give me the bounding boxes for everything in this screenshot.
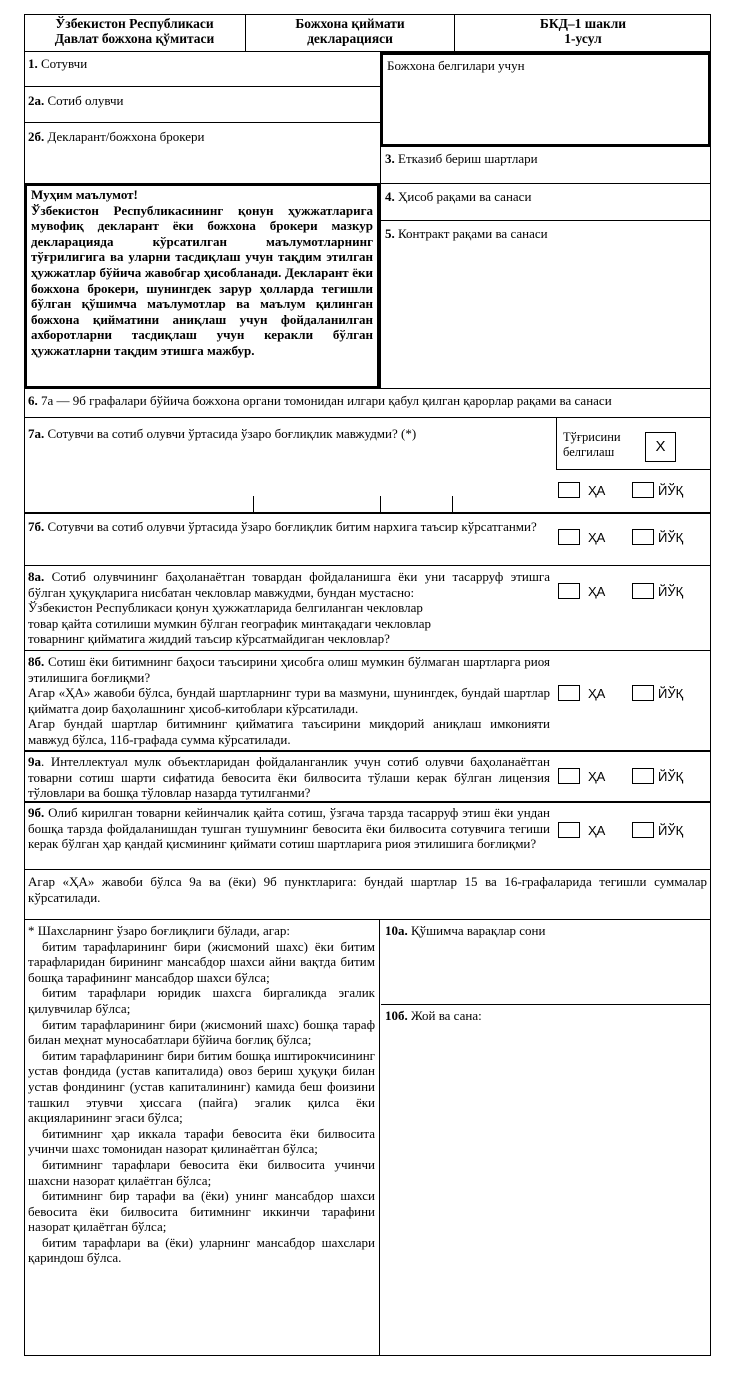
mark-hint-x-box — [645, 432, 676, 462]
question-9b-text: Олиб кирилган товарни кейинчалик қайта сотиш, ўзгача тарзда тасарруф этиш ёки ундан бошқа тарзда фойдаланишдан тушган тушумнинг бевосита ёки билвосита сотувчига тегиши керак бўлган ҳар қандай қисмининг қиймати сотиш шартларига риоя этилишига боғлиқми? — [28, 805, 551, 851]
question-8a-num: 8а. — [28, 569, 45, 584]
question-8a-line4: товарнинг қийматига жиддий таъсир кўрсатмайдиган чекловлар? — [28, 631, 390, 646]
header-form — [455, 14, 711, 52]
q9a-no-checkbox[interactable] — [632, 768, 654, 784]
customs-marks-label: Божхона белгилари учун — [387, 58, 525, 73]
q7a-yes-checkbox[interactable] — [558, 482, 580, 498]
footnote-item: битимнинг тарафлари бевосита ёки билвосита учинчи шахсни назорат қилаётган бўлса; — [28, 1156, 375, 1188]
field-3-label: Етказиб бериш шартлари — [398, 151, 538, 166]
question-8a-line3: товар қайта сотилиши мумкин бўлган географик минтақадаги чекловлар — [28, 615, 432, 631]
question-7a-text: Сотувчи ва сотиб олувчи ўртасида ўзаро боғлиқлик мавжудми? (*) — [47, 426, 417, 441]
q7a-no-label: ЙЎҚ — [658, 483, 684, 498]
header-org-line2: Давлат божхона қўмитаси — [54, 31, 215, 46]
field-2b-label: Декларант/божхона брокери — [47, 129, 205, 144]
q8b-no-label: ЙЎҚ — [658, 686, 684, 701]
header-title — [246, 14, 455, 52]
q9b-yes-checkbox[interactable] — [558, 822, 580, 838]
question-8a-text: Сотиб олувчининг баҳоланаётган товардан фойдаланишга ёки уни тасарруф этишга бўлган ҳуқуқларига нисбатан чекловлар мавжудми, бундан мустасно: — [28, 569, 550, 600]
question-9-note — [24, 870, 711, 920]
tick-2 — [380, 496, 381, 514]
q7b-yes-label: ҲА — [588, 530, 606, 545]
header-form-line1: БКД–1 шакли — [539, 16, 627, 31]
field-10a-label: Қўшимча варақлар сони — [411, 923, 546, 938]
tick-3 — [452, 496, 453, 514]
footnote-item: битим тарафлари юридик шахсга биргаликда эгалик қилувчилар бўлса; — [28, 985, 375, 1016]
header-org-line1: Ўзбекистон Республикаси — [55, 16, 214, 31]
q8a-yes-checkbox[interactable] — [558, 583, 580, 599]
q8b-no-checkbox[interactable] — [632, 685, 654, 701]
header-title-line1: Божхона қиймати — [295, 16, 405, 31]
field-10b-place-date[interactable] — [381, 1005, 711, 1356]
q7b-yes-checkbox[interactable] — [558, 529, 580, 545]
question-8b-text: Сотиш ёки битимнинг баҳоси таъсирини ҳисобга олиш мумкин бўлмаган шартларга риоя этилишига боғлиқми? — [28, 654, 550, 685]
footnote-block — [24, 920, 380, 1356]
field-10a-num: 10а. — [385, 923, 408, 938]
field-10a-extra-sheets[interactable] — [381, 920, 711, 1005]
customs-marks-box — [380, 52, 711, 147]
question-8b-num: 8б. — [28, 654, 45, 669]
field-2b-num: 2б. — [28, 129, 45, 144]
question-8b — [24, 651, 554, 751]
q8a-no-checkbox[interactable] — [632, 583, 654, 599]
field-4-invoice[interactable] — [381, 184, 711, 221]
header-form-line2: 1-усул — [564, 31, 602, 46]
q8a-no-label: ЙЎҚ — [658, 584, 684, 599]
q8a-yes-label: ҲА — [588, 584, 606, 599]
mark-hint-x: X — [655, 438, 666, 455]
question-9b — [24, 803, 554, 869]
q8b-yes-checkbox[interactable] — [558, 685, 580, 701]
q9b-no-checkbox[interactable] — [632, 822, 654, 838]
field-5-label: Контракт рақами ва санаси — [398, 226, 548, 241]
footnote-intro: * Шахсларнинг ўзаро боғлиқлиги бўлади, агар: — [28, 923, 291, 938]
q7b-no-checkbox[interactable] — [632, 529, 654, 545]
question-7a-num: 7а. — [28, 426, 45, 441]
footnote-item: битим тарафларининг бири (жисмоний шахс) ёки битим тарафларидан бирининг мансабдор шахси айни вақтда битим бошқа тарафининг мансабдор шахси бўлса; — [28, 938, 375, 985]
field-1-seller[interactable] — [24, 52, 380, 87]
q9a-yes-label: ҲА — [588, 769, 606, 784]
q7a-no-checkbox[interactable] — [632, 482, 654, 498]
q9a-no-label: ЙЎҚ — [658, 769, 684, 784]
mark-hint-label: Тўғрисини белгилаш — [563, 430, 621, 459]
field-6-num: 6. — [28, 393, 38, 408]
footnote-item: битим тарафларининг бири битим бошқа иштирокчисининг устав фондида (устав капиталида) овоз бериш ҳуқуқи билан устав фондининг (устав капиталининг) камида беш фоизини ташкил этувчи ҳиссага (пайга) эгалик қилса ёки акцияларининг эгаси бўлса; — [28, 1047, 375, 1126]
important-info-text: Ўзбекистон Республикасининг қонун ҳужжатларига мувофиқ декларант ёки божхона брокери мазкур декларацияда кўрсатилган маълумотларнинг тўғрилигига ва уларни тасдиқлаш учун тақдим этилган ҳужжатлар бўйича жавобгар ҳисобланади. Декларант ёки божхона брокери, шунингдек зарур ҳолларда тегишли бўлган қўшимча маълумотлар ва маълум қилинган божхона қийматини аниқлаш учун фойдаланилган ахборотларни тасдиқлаш учун керакли бўлган ҳужжатларни тақдим этишга мажбур. — [31, 202, 373, 358]
question-7a — [24, 424, 544, 454]
field-2a-num: 2а. — [28, 93, 45, 108]
question-7b-text: Сотувчи ва сотиб олувчи ўртасида ўзаро боғлиқлик битим нархига таъсир кўрсатганми? — [47, 519, 537, 534]
question-9a — [24, 752, 554, 802]
field-10b-label: Жой ва сана: — [411, 1008, 482, 1023]
header-org — [24, 14, 246, 52]
tick-1 — [253, 496, 254, 514]
question-9b-num: 9б. — [28, 805, 45, 820]
field-4-num: 4. — [385, 189, 395, 204]
q9a-yes-checkbox[interactable] — [558, 768, 580, 784]
field-1-label: Сотувчи — [41, 56, 88, 71]
footnote-item: битим тарафлари ва (ёки) уларнинг мансабдор шахслари қариндош бўлса. — [28, 1234, 375, 1266]
field-3-delivery-terms[interactable] — [381, 147, 711, 184]
field-3-num: 3. — [385, 151, 395, 166]
footnote-item: битимнинг ҳар иккала тарафи бевосита ёки билвосита учинчи шахс томонидан назорат қилинаётган бўлса; — [28, 1125, 375, 1157]
q9b-no-label: ЙЎҚ — [658, 823, 684, 838]
field-6-label: 7а — 9б графалари бўйича божхона органи томонидан илгари қабул қилган қарорлар рақами ва санаси — [41, 393, 612, 408]
q7b-no-label: ЙЎҚ — [658, 530, 684, 545]
field-1-num: 1. — [28, 56, 38, 71]
field-2a-buyer[interactable] — [24, 87, 380, 123]
question-8a — [24, 566, 554, 650]
field-5-num: 5. — [385, 226, 395, 241]
q7a-yes-label: ҲА — [588, 483, 606, 498]
question-8a-line2: Ўзбекистон Республикаси қонун ҳужжатларида белгиланган чекловлар — [28, 600, 423, 615]
footnote-item: битим тарафларининг бири (жисмоний шахс) бошқа тараф билан меҳнат муносабатлари бўйича боғлиқ бўлса; — [28, 1016, 375, 1048]
question-9-note-text: Агар «ҲА» жавоби бўлса 9а ва (ёки) 9б пунктларига: бундай шартлар 15 ва 16-графаларида тегишли суммалар кўрсатилади. — [28, 874, 707, 905]
question-7b-num: 7б. — [28, 519, 45, 534]
header-title-line2: декларацияси — [307, 31, 393, 46]
field-4-label: Ҳисоб рақами ва санаси — [398, 189, 532, 204]
q9b-yes-label: ҲА — [588, 823, 606, 838]
important-info-title: Муҳим маълумот! — [31, 187, 138, 202]
important-info-box — [24, 183, 380, 389]
field-2b-declarant[interactable] — [24, 123, 380, 183]
question-8b-para2: Агар «ҲА» жавоби бўлса, бундай шартларнинг тури ва мазмуни, шунингдек, бундай шартлар қийматга доир баҳолашнинг ҳисоб-китоблари кўрсатилади. — [28, 685, 550, 716]
question-9a-num: 9а — [28, 754, 41, 769]
field-2a-label: Сотиб олувчи — [47, 93, 124, 108]
field-10b-num: 10б. — [385, 1008, 408, 1023]
footnote-item: битимнинг бир тарафи ва (ёки) унинг мансабдор шахси бевосита ёки билвосита битимнинг иккинчи тарафини назорат қилаётган бўлса; — [28, 1188, 375, 1235]
question-9a-text: . Интеллектуал мулк объектларидан фойдаланганлик учун сотиб олувчи баҳоланаётган товарни сотиш шарти сифатида бевосита ёки билвосита тўлаши керак бўлган лицензия тўловлари ва бошқа тўловлар назарда тутилганми? — [28, 754, 550, 800]
question-7b-row — [24, 515, 711, 566]
question-8b-para3: Агар бундай шартлар битимнинг қийматига таъсирини миқдорий аниқлаш имконияти мавжуд бўлса, 11б-графада сумма кўрсатилади. — [28, 716, 550, 747]
field-5-contract[interactable] — [381, 221, 711, 388]
q8b-yes-label: ҲА — [588, 686, 606, 701]
field-6-previous-decisions[interactable] — [24, 388, 711, 418]
